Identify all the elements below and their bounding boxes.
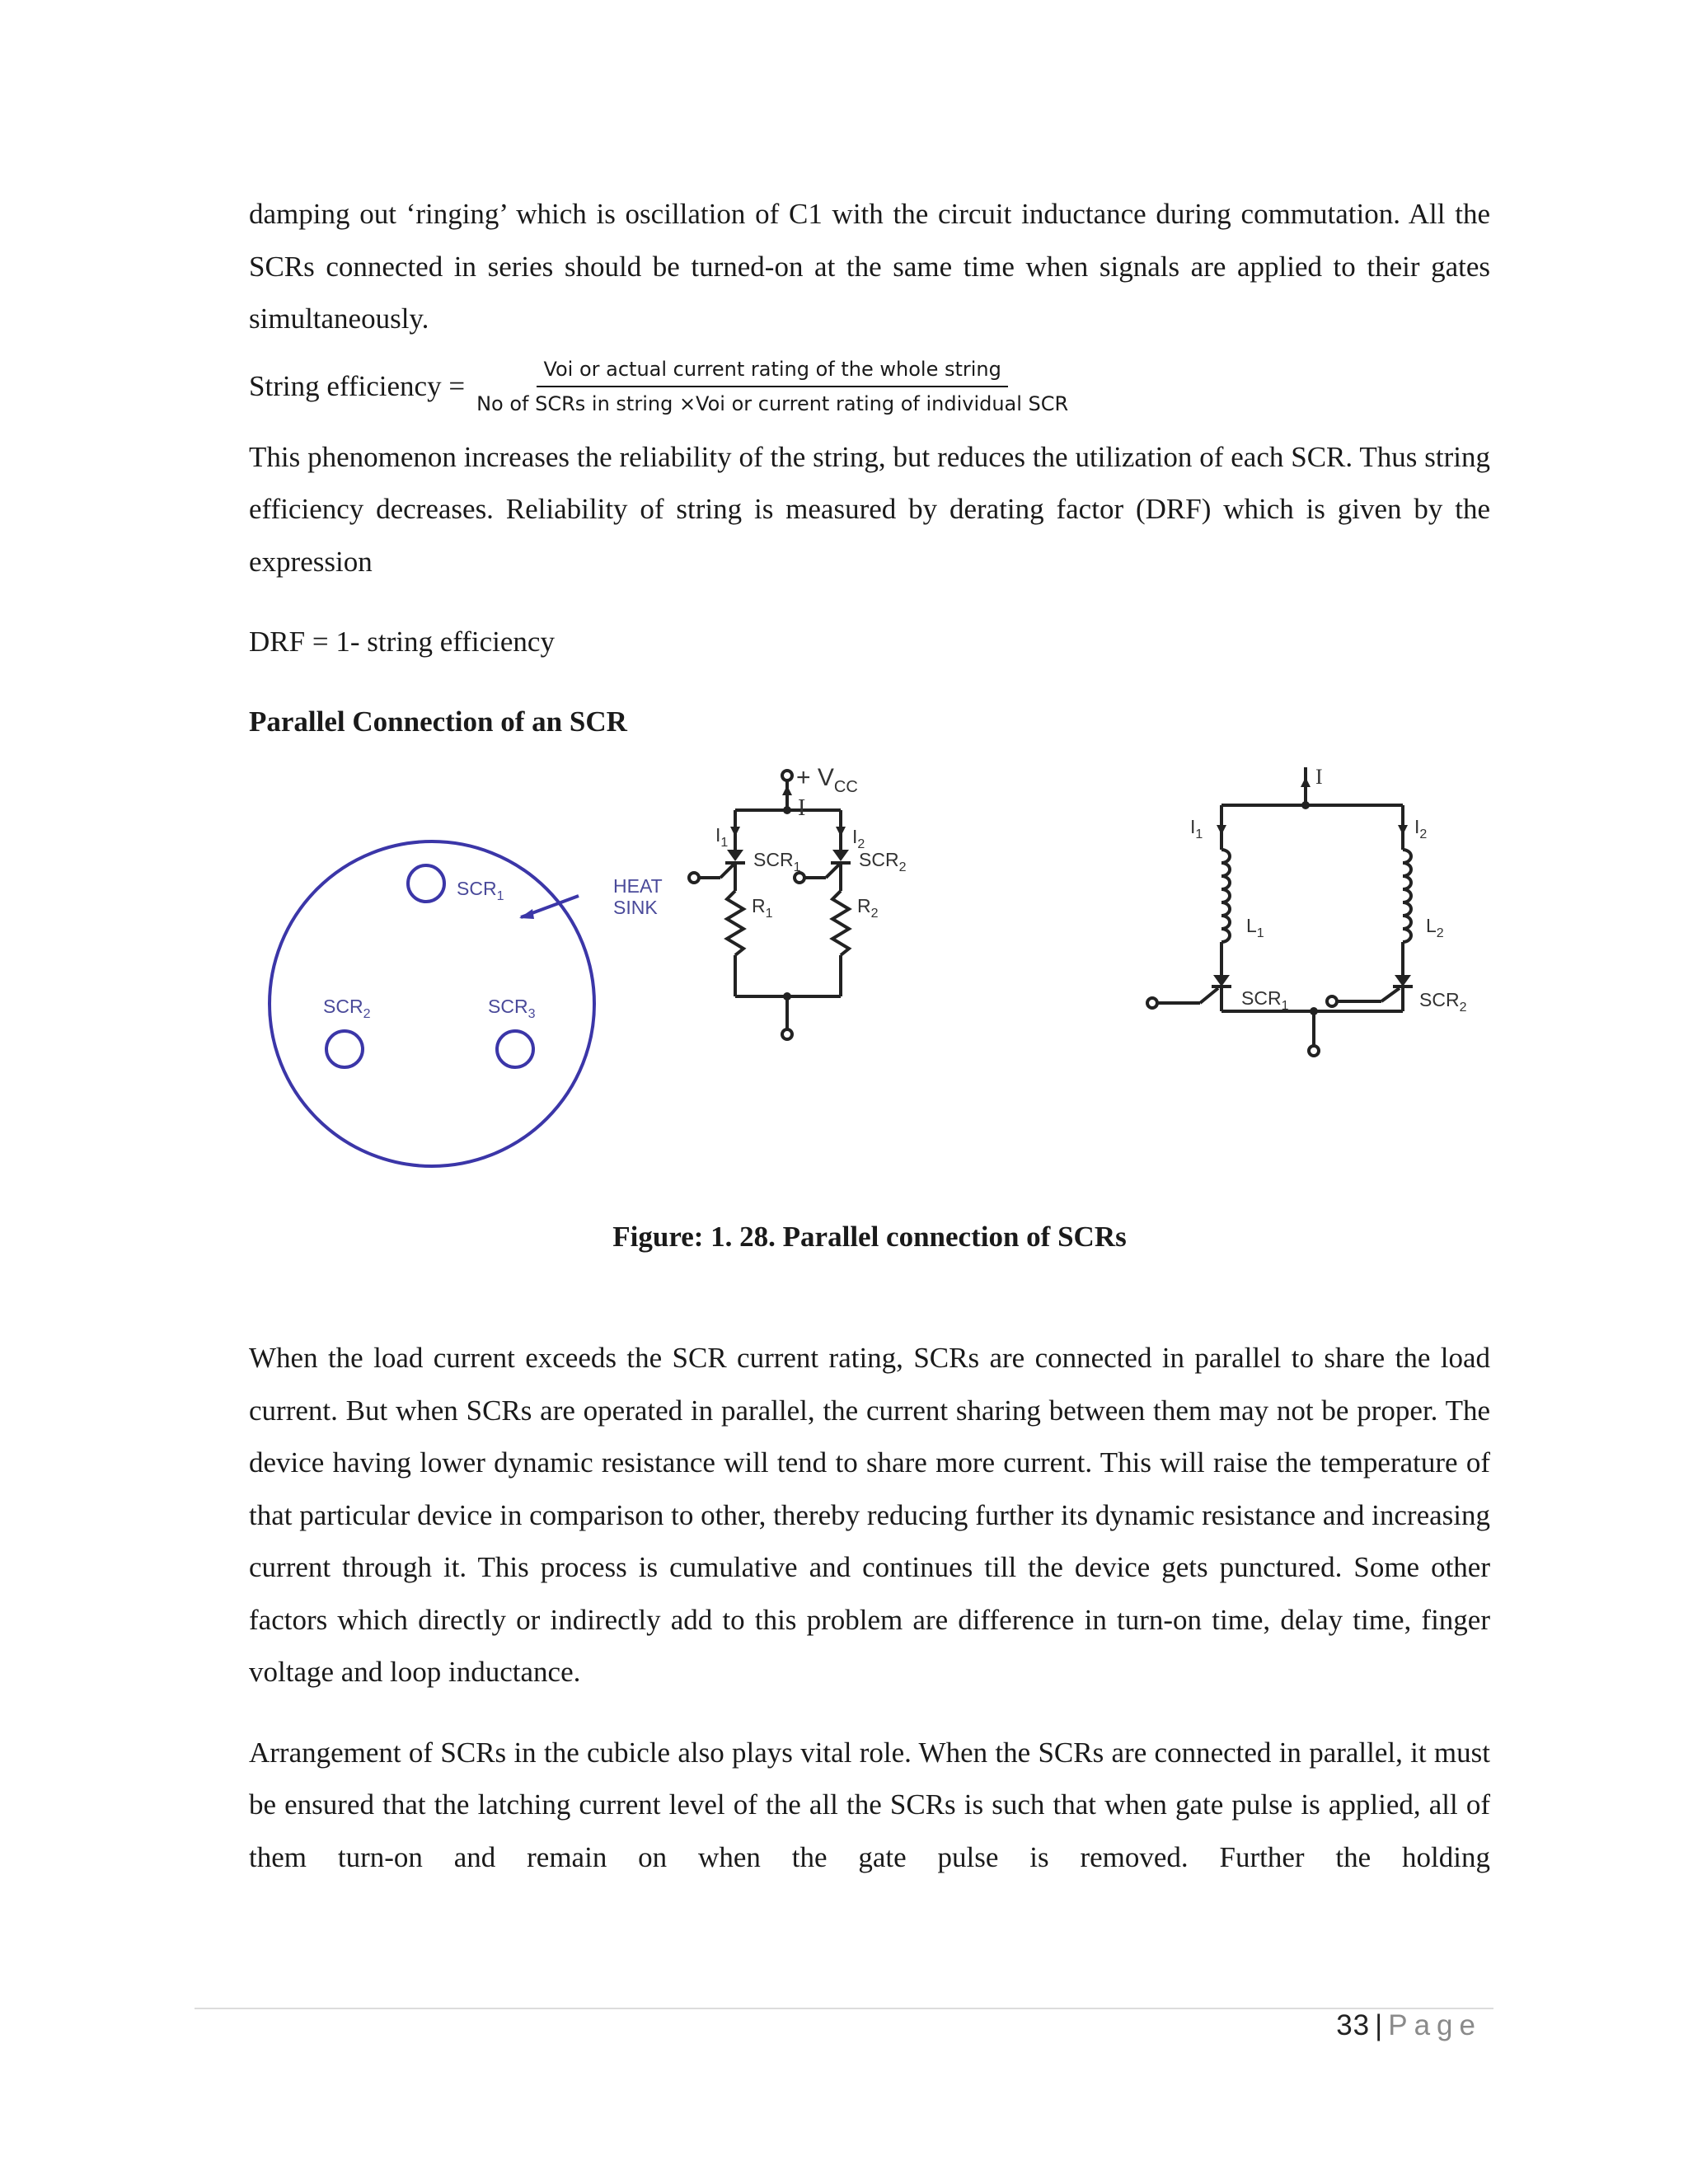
r-scr2-label: $SCR_2$ — [859, 849, 907, 874]
l-i1-label: $I_1$ — [1190, 816, 1203, 841]
heatsink-scr1-label: $SCR_1$ — [457, 878, 504, 903]
scr3-mount — [497, 1031, 533, 1067]
formula-numerator: Voi or actual current rating of the whole string — [537, 358, 1007, 387]
l-i2-arrow — [1398, 825, 1408, 835]
l1-label: $L_1$ — [1246, 915, 1264, 940]
heatsink-scr2-label: $SCR_2$ — [323, 996, 371, 1021]
i1-label: $I_1$ — [715, 824, 729, 850]
resistor-circuit — [689, 771, 851, 1039]
vcc-terminal — [782, 771, 792, 780]
section-heading: Parallel Connection of an SCR — [249, 705, 627, 738]
paragraph-reliability: This phenomenon increases the reliability of the string, but reduces the utilization of each SCR. Thus string efficiency decreases. Reliability of string is measured by derating factor (DRF) which is given by the expression — [249, 440, 1490, 578]
paragraph-load-current: When the load current exceeds the SCR current rating, SCRs are connected in parallel to share the load current. But when SCRs are operated in parallel, the current sharing between them may not be proper. The device having lower dynamic resistance will tend to share more current. This will raise the temperature of that particular device in comparison to other, thereby reducing further its dynamic resistance and increasing current through it. This process is cumulative and continues till the device gets punctured. Some other factors which directly or indirectly add to this problem are difference in turn-on time, delay time, finger voltage and loop inductance. — [249, 1342, 1490, 1688]
page-word: Page — [1388, 2009, 1482, 2041]
scr1-symbol — [727, 850, 743, 861]
gate2-terminal-b — [1327, 996, 1337, 1006]
figure-caption: Figure: 1. 28. Parallel connection of SCRs — [612, 1221, 1127, 1253]
l2-label: $L_2$ — [1426, 915, 1444, 940]
figure-diagrams — [249, 767, 1490, 1196]
page-footer — [1336, 2009, 1482, 2042]
heatsink-diagram — [270, 841, 594, 1166]
r2-label: $R_2$ — [857, 895, 879, 921]
out-terminal — [782, 1029, 792, 1039]
inductor-circuit — [1147, 767, 1413, 1056]
l2-inductor — [1403, 850, 1411, 942]
l-scr1-label: $SCR_1$ — [1241, 987, 1289, 1013]
i-arrow — [782, 785, 792, 795]
heatsink-outline — [270, 841, 594, 1166]
scr2-mount — [326, 1031, 363, 1067]
formula-denominator: No of SCRs in string ×Voi or current rating of individual SCR — [476, 391, 1069, 415]
footer-divider — [195, 2008, 1493, 2009]
page-number: 33 — [1336, 2009, 1371, 2041]
scr2-symbol — [832, 850, 849, 861]
heatsink-pointer-head — [519, 909, 534, 919]
i2-label: $I_2$ — [852, 826, 865, 851]
scr1-mount — [408, 865, 444, 902]
figure-parallel-scr — [249, 767, 1490, 1196]
l1-inductor — [1221, 850, 1230, 942]
r1-label: $R_1$ — [752, 895, 773, 921]
heatsink-label-line1: HEAT — [613, 875, 663, 897]
l-i-arrow — [1301, 777, 1311, 787]
formula-fraction — [470, 358, 1075, 415]
i-label: I — [798, 795, 806, 821]
l-scr2-symbol — [1395, 975, 1411, 987]
l-i-label: I — [1315, 767, 1323, 789]
formula-lhs: String efficiency = — [249, 369, 466, 402]
heatsink-label-line2: SINK — [613, 897, 658, 918]
i2-arrow — [836, 827, 846, 837]
page-content — [249, 188, 1490, 1883]
vcc-label: + $V_{CC}$ — [796, 767, 858, 796]
r-scr1-label: $SCR_1$ — [753, 849, 801, 874]
l-scr2-label: $SCR_2$ — [1419, 989, 1467, 1015]
drf-equation: DRF = 1- string efficiency — [249, 626, 555, 658]
i1-arrow — [730, 827, 740, 837]
heatsink-scr3-label: $SCR_3$ — [488, 996, 536, 1021]
gate1-terminal-b — [1147, 998, 1157, 1008]
r2-resistor — [832, 891, 849, 955]
l-scr1-symbol — [1213, 975, 1230, 987]
string-efficiency-formula — [249, 345, 1490, 428]
l-i1-arrow — [1217, 825, 1226, 835]
paragraph-ringing: damping out ‘ringing’ which is oscillation of C1 with the circuit inductance during commutation. All the SCRs connected in series should be turned-on at the same time when signals are applied to their gates simultaneously. — [249, 198, 1490, 335]
inductor-out-terminal — [1309, 1046, 1319, 1056]
paragraph-arrangement: Arrangement of SCRs in the cubicle also plays vital role. When the SCRs are connected in parallel, it must be ensured that the latching current level of the all the SCRs is such that when gate pulse is applied, all of them turn-on and remain on when the gate pulse is removed. Further the holding — [249, 1736, 1490, 1873]
r1-resistor — [727, 891, 743, 955]
l-i2-label: $I_2$ — [1414, 816, 1428, 841]
footer-separator: | — [1375, 2009, 1384, 2041]
gate1-terminal — [689, 873, 699, 883]
